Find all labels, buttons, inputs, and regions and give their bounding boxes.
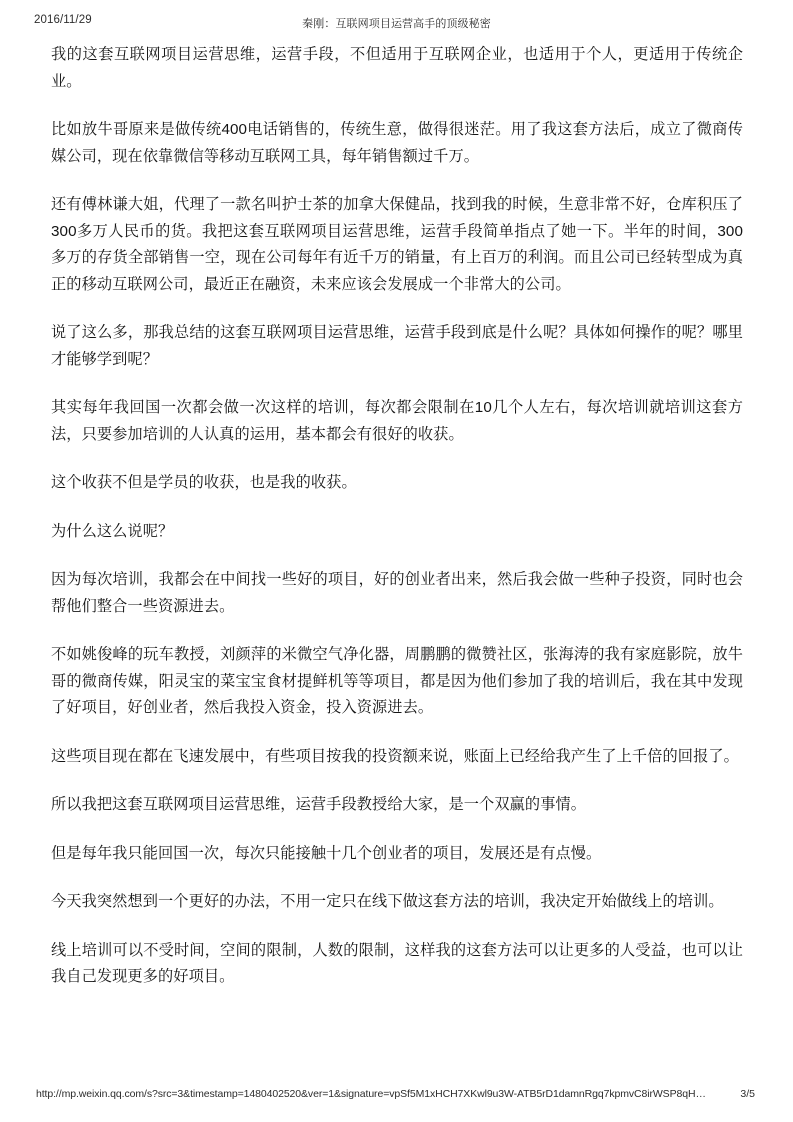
- footer-source-url: http://mp.weixin.qq.com/s?src=3&timestamp=1480402520&ver=1&signature=vpSf5M1xHCH7XKwl9u3W-ATB5rD1damnRgq7kpmvC8irWSP8qH…: [36, 1088, 706, 1100]
- article-paragraph: 但是每年我只能回国一次，每次只能接触十几个创业者的项目，发展还是有点慢。: [51, 844, 602, 862]
- article-paragraph: 不如姚俊峰的玩车教授，刘颜萍的米微空气净化器，周鹏鹏的微赞社区，张海涛的我有家庭影院，放牛哥的微商传媒，阳灵宝的菜宝宝食材提鲜机等等项目，都是因为他们参加了我的培训后，我在其中发现了好项目，好创业者，然后我投入资金，投入资源进去。: [51, 646, 743, 716]
- article-paragraph: 今天我突然想到一个更好的办法，不用一定只在线下做这套方法的培训，我决定开始做线上的培训。: [51, 893, 724, 910]
- article-paragraph: 为什么这么说呢？: [51, 522, 174, 540]
- print-header: [0, 14, 793, 32]
- article-paragraph: 线上培训可以不受时间，空间的限制，人数的限制，这样我的这套方法可以让更多的人受益，也可以让我自己发现更多的好项目。: [51, 941, 743, 985]
- header-date: 2016/11/29: [34, 14, 92, 26]
- article-paragraph: 这个收获不但是学员的收获，也是我的收获。: [51, 474, 357, 491]
- article-paragraph: 这些项目现在都在飞速发展中，有些项目按我的投资额来说，账面上已经给我产生了上千倍的回报了。: [51, 747, 739, 765]
- article-paragraph: 比如放牛哥原来是做传统400电话销售的，传统生意，做得很迷茫。用了我这套方法后，成立了微商传媒公司，现在依靠微信等移动互联网工具，每年销售额过千万。: [51, 121, 743, 165]
- footer-page-number: 3/5: [740, 1088, 755, 1100]
- article-body: [51, 42, 743, 991]
- article-paragraph: 所以我把这套互联网项目运营思维，运营手段教授给大家，是一个双赢的事情。: [51, 796, 587, 813]
- article-paragraph: 因为每次培训，我都会在中间找一些好的项目，好的创业者出来，然后我会做一些种子投资，同时也会帮他们整合一些资源进去。: [51, 571, 743, 615]
- print-footer: [0, 1088, 793, 1104]
- article-paragraph: 其实每年我回国一次都会做一次这样的培训，每次都会限制在10几个人左右，每次培训就培训这套方法，只要参加培训的人认真的运用，基本都会有很好的收获。: [51, 399, 743, 443]
- article-paragraph: 我的这套互联网项目运营思维，运营手段，不但适用于互联网企业，也适用于个人，更适用于传统企业。: [51, 46, 743, 90]
- header-title: 秦刚：互联网项目运营高手的顶级秘密: [302, 18, 491, 30]
- article-paragraph: 说了这么多，那我总结的这套互联网项目运营思维，运营手段到底是什么呢？具体如何操作的呢？哪里才能够学到呢？: [51, 324, 743, 368]
- article-paragraph: 还有傅林谦大姐，代理了一款名叫护士茶的加拿大保健品，找到我的时候，生意非常不好，仓库积压了300多万人民币的货。我把这套互联网项目运营思维，运营手段简单指点了她一下。半年的时间，300多万的存货全部销售一空，现在公司每年有近千万的销量，有上百万的利润。而且公司已经转型成为真正的移动互联网公司，最近正在融资，未来应该会发展成一个非常大的公司。: [51, 196, 743, 293]
